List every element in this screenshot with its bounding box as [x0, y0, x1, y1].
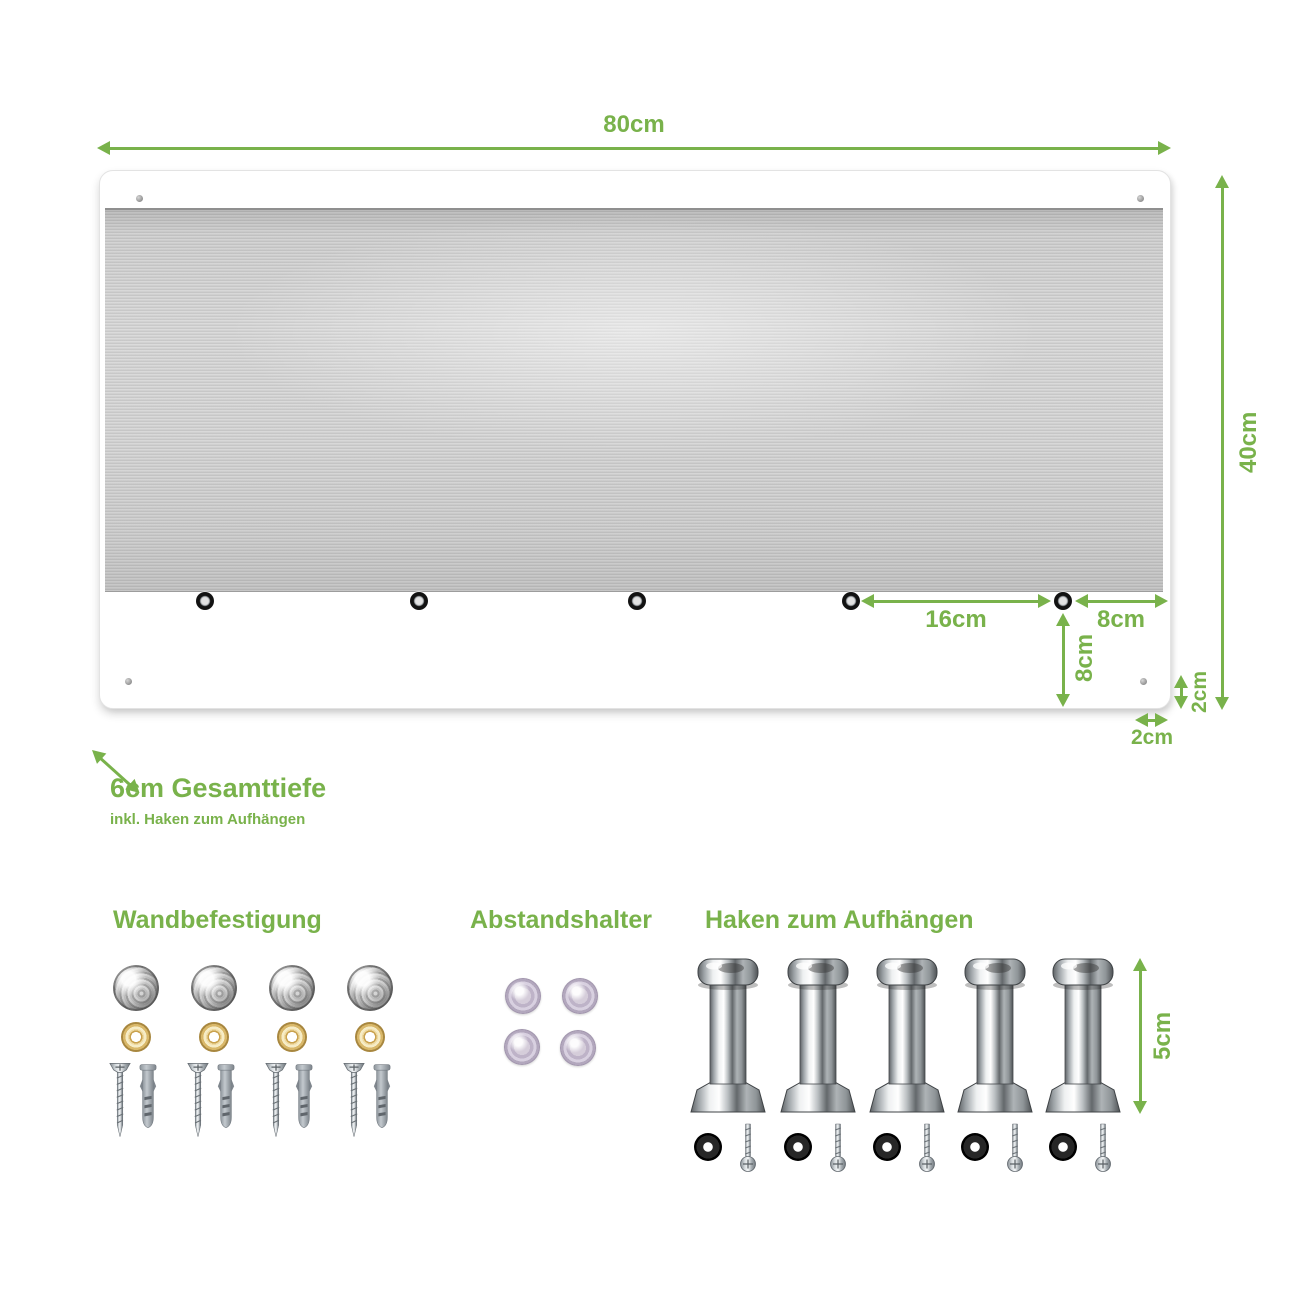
depth-subtitle: inkl. Haken zum Aufhängen — [110, 811, 306, 828]
hook-set — [1041, 958, 1125, 1173]
machine-screw-icon — [918, 1122, 936, 1172]
machine-screw-icon — [829, 1122, 847, 1172]
section-title-hooks: Haken zum Aufhängen — [705, 906, 974, 934]
corner-hole-horizontal-arrow — [1135, 713, 1168, 727]
hook-mount-2 — [410, 592, 428, 610]
transparent-spacer-icon — [504, 1029, 540, 1065]
hook-bottom-offset-arrow — [1056, 613, 1070, 707]
wall-plug-icon — [373, 1062, 391, 1134]
hook-set — [776, 958, 860, 1173]
brass-washer-icon — [199, 1022, 229, 1052]
corner-hole-vertical-label: 2cm — [1188, 670, 1211, 714]
wall-plug-icon — [217, 1062, 235, 1134]
hook-mount-1 — [196, 592, 214, 610]
cover-cap-icon — [347, 965, 393, 1011]
hook-set — [865, 958, 949, 1173]
black-washer-icon — [873, 1133, 901, 1161]
height-dimension-label: 40cm — [1235, 411, 1262, 474]
machine-screw-icon — [1094, 1122, 1112, 1172]
hook-mount-3 — [628, 592, 646, 610]
wood-screw-icon — [109, 1060, 131, 1142]
black-washer-icon — [694, 1133, 722, 1161]
brass-washer-icon — [277, 1022, 307, 1052]
chrome-hook-icon — [776, 958, 860, 1114]
section-title-spacers: Abstandshalter — [470, 906, 652, 934]
hook-set — [686, 958, 770, 1173]
cover-cap-icon — [191, 965, 237, 1011]
hook-set — [953, 958, 1037, 1173]
panel-hole-bottom-right — [1140, 678, 1147, 685]
hook-bottom-offset-label: 8cm — [1071, 633, 1098, 683]
chrome-hook-icon — [1041, 958, 1125, 1114]
chrome-hook-icon — [953, 958, 1037, 1114]
brass-washer-icon — [355, 1022, 385, 1052]
wall-mount-set — [252, 960, 332, 1150]
chrome-hook-icon — [865, 958, 949, 1114]
transparent-spacer-icon — [505, 978, 541, 1014]
wall-mount-set — [174, 960, 254, 1150]
hook-mount-5 — [1054, 592, 1072, 610]
width-dimension-arrow — [97, 141, 1171, 155]
wood-screw-icon — [265, 1060, 287, 1142]
hook-height-label: 5cm — [1149, 1011, 1176, 1061]
machine-screw-icon — [1006, 1122, 1024, 1172]
wall-mount-set — [96, 960, 176, 1150]
depth-title: 6cm Gesamttiefe — [110, 773, 327, 803]
black-washer-icon — [784, 1133, 812, 1161]
hook-mount-4 — [842, 592, 860, 610]
transparent-spacer-icon — [562, 978, 598, 1014]
width-dimension-label: 80cm — [603, 111, 665, 138]
wood-screw-icon — [187, 1060, 209, 1142]
brass-washer-icon — [121, 1022, 151, 1052]
chrome-hook-icon — [686, 958, 770, 1114]
brushed-steel-surface — [105, 208, 1163, 592]
hook-height-arrow — [1133, 958, 1147, 1114]
machine-screw-icon — [739, 1122, 757, 1172]
section-title-wall-mount: Wandbefestigung — [113, 906, 322, 934]
cover-cap-icon — [113, 965, 159, 1011]
panel-hole-top-right — [1137, 195, 1144, 202]
transparent-spacer-icon — [560, 1030, 596, 1066]
black-washer-icon — [1049, 1133, 1077, 1161]
wall-plug-icon — [139, 1062, 157, 1134]
hook-edge-offset-label: 8cm — [1096, 606, 1146, 633]
hook-spacing-label: 16cm — [925, 606, 987, 633]
corner-hole-horizontal-label: 2cm — [1130, 726, 1174, 749]
height-dimension-arrow — [1215, 175, 1229, 710]
panel-hole-bottom-left — [125, 678, 132, 685]
corner-hole-vertical-arrow — [1174, 675, 1188, 709]
wall-mount-set — [330, 960, 410, 1150]
wood-screw-icon — [343, 1060, 365, 1142]
wall-plug-icon — [295, 1062, 313, 1134]
panel-hole-top-left — [136, 195, 143, 202]
cover-cap-icon — [269, 965, 315, 1011]
black-washer-icon — [961, 1133, 989, 1161]
